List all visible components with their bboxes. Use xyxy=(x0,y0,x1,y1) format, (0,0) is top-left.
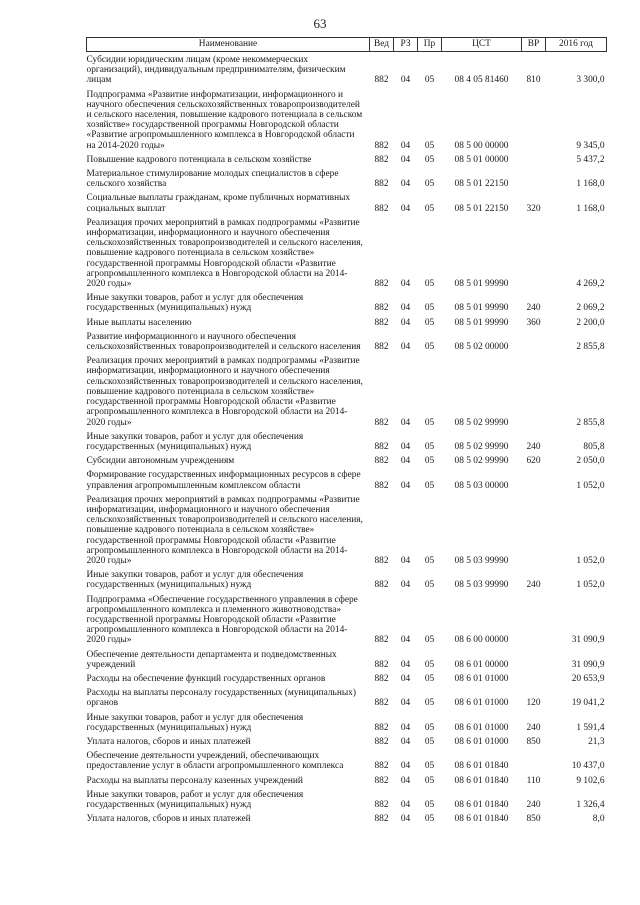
row-vr xyxy=(522,87,546,152)
row-pr: 05 xyxy=(424,303,435,314)
row-ved: 882 xyxy=(374,154,389,165)
row-pr: 05 xyxy=(424,814,435,825)
row-cst: 08 5 03 00000 xyxy=(454,480,509,491)
row-pr: 05 xyxy=(424,203,435,214)
row-ved: 882 xyxy=(374,736,389,747)
row-vr: 810 xyxy=(526,75,541,86)
table-header-row xyxy=(87,38,607,52)
row-cst: 08 5 01 22150 xyxy=(454,203,509,214)
table-row xyxy=(87,671,607,685)
row-ved: 882 xyxy=(374,761,389,772)
row-name: Обеспечение деятельности учреждений, обеспечивающих предоставление услуг в области агропромышленного комплекса xyxy=(86,751,344,772)
row-name: Расходы на обеспечение функций государственных органов xyxy=(86,673,326,684)
table-row xyxy=(87,492,607,567)
row-name: Расходы на выплаты персоналу государственных (муниципальных) органов xyxy=(86,688,356,709)
table-row xyxy=(87,811,607,825)
row-pr: 05 xyxy=(424,555,435,566)
table-row xyxy=(87,166,607,190)
row-cst: 08 5 01 99990 xyxy=(454,317,509,328)
row-name: Развитие информационного и научного обеспечения сельскохозяйственных товаропроизводителей и сельского населения xyxy=(86,331,361,353)
row-rz: 04 xyxy=(400,775,411,786)
row-rz: 04 xyxy=(400,456,411,467)
row-vr xyxy=(522,671,546,685)
row-ved: 882 xyxy=(374,698,389,709)
row-pr: 05 xyxy=(424,775,435,786)
row-name: Иные закупки товаров, работ и услуг для обеспечения государственных (муниципальных) нужд xyxy=(86,570,304,591)
row-cst: 08 6 01 00000 xyxy=(454,659,509,670)
row-rz: 04 xyxy=(400,480,411,491)
row-cst: 08 6 01 01000 xyxy=(454,736,509,747)
row-name: Иные закупки товаров, работ и услуг для обеспечения государственных (муниципальных) нужд xyxy=(86,712,304,733)
row-vr xyxy=(522,329,546,353)
row-ved: 882 xyxy=(374,800,389,810)
row-pr: 05 xyxy=(424,673,435,684)
row-ved: 882 xyxy=(374,303,389,314)
table-row xyxy=(87,52,607,87)
row-cst: 08 5 01 00000 xyxy=(454,154,509,165)
header-cst: ЦСТ xyxy=(442,38,522,52)
row-ved: 882 xyxy=(374,75,389,86)
row-rz: 04 xyxy=(400,673,411,684)
row-vr: 120 xyxy=(526,698,541,709)
row-pr: 05 xyxy=(424,154,435,165)
row-name: Иные закупки товаров, работ и услуг для обеспечения государственных (муниципальных) нужд xyxy=(86,431,304,452)
header-name: Наименование xyxy=(87,38,370,52)
row-vr: 320 xyxy=(526,203,541,214)
row-rz: 04 xyxy=(400,317,411,328)
row-ved: 882 xyxy=(374,417,389,428)
row-name: Реализация прочих мероприятий в рамках подпрограммы «Развитие информатизации, информационного и научного обеспечения сельскохозяйственных товаропроизводителей и сельского населения, повышение кадрового потенциала в сельском хозяйстве» государственной программы Новгородской области «Развитие агропромышленного комплекса в Новгородской области на 2014-2020 годы» xyxy=(86,494,363,566)
row-name: Подпрограмма «Обеспечение государственного управления в сфере агропромышленного комплекса и племенного животноводства» государственной программы Новгородской области «Развитие агропромышленного комплекса в Новгородской области на 2014-2020 годы» xyxy=(86,594,358,646)
row-cst: 08 5 01 99990 xyxy=(454,279,509,290)
row-rz: 04 xyxy=(400,800,411,810)
row-name: Повышение кадрового потенциала в сельском хозяйстве xyxy=(86,154,312,165)
row-amount: 1 052,0 xyxy=(576,555,605,566)
row-ved: 882 xyxy=(374,179,389,190)
table-row xyxy=(87,787,607,811)
row-cst: 08 5 02 00000 xyxy=(454,342,509,353)
row-rz: 04 xyxy=(400,659,411,670)
row-rz: 04 xyxy=(400,140,411,151)
row-vr: 240 xyxy=(526,441,541,452)
row-pr: 05 xyxy=(424,800,435,810)
row-amount: 31 090,9 xyxy=(571,635,605,646)
row-vr: 850 xyxy=(526,814,541,825)
row-name: Расходы на выплаты персоналу казенных учреждений xyxy=(86,775,303,786)
row-name: Формирование государственных информационных ресурсов в сфере управления агропромышленным комплексом области xyxy=(86,470,361,491)
table-row xyxy=(87,592,607,647)
row-pr: 05 xyxy=(424,635,435,646)
row-amount: 1 591,4 xyxy=(576,722,605,733)
table-row xyxy=(87,710,607,734)
row-cst: 08 5 02 99990 xyxy=(454,441,509,452)
row-name: Подпрограмма «Развитие информатизации, информационного и научного обеспечения сельскохозяйственных товаропроизводителей и сельского населения, повышение кадрового потенциала в сельском хозяйстве» государственной программы Новгородской области «Развитие агропромышленного комплекса в Новгородской области на 2014-2020 годы» xyxy=(86,89,363,151)
row-amount: 1 052,0 xyxy=(576,480,605,491)
table-row xyxy=(87,567,607,591)
row-name: Иные закупки товаров, работ и услуг для обеспечения государственных (муниципальных) нужд xyxy=(86,789,304,810)
row-cst: 08 6 01 01000 xyxy=(454,673,509,684)
row-vr: 620 xyxy=(526,456,541,467)
row-vr xyxy=(522,467,546,491)
row-amount: 20 653,9 xyxy=(571,673,605,684)
table-row xyxy=(87,748,607,772)
table-row xyxy=(87,87,607,152)
row-amount: 9 345,0 xyxy=(576,140,605,151)
row-vr xyxy=(522,166,546,190)
row-rz: 04 xyxy=(400,441,411,452)
row-ved: 882 xyxy=(374,279,389,290)
row-pr: 05 xyxy=(424,417,435,428)
row-name: Иные закупки товаров, работ и услуг для обеспечения государственных (муниципальных) нужд xyxy=(86,293,304,314)
row-amount: 9 102,6 xyxy=(576,775,605,786)
row-ved: 882 xyxy=(374,480,389,491)
row-cst: 08 6 00 00000 xyxy=(454,635,509,646)
row-pr: 05 xyxy=(424,698,435,709)
row-name: Субсидии юридическим лицам (кроме некоммерческих организаций), индивидуальным предпринимателям, физическим лицам xyxy=(86,55,346,86)
row-amount: 2 200,0 xyxy=(576,317,605,328)
row-vr xyxy=(522,647,546,671)
row-cst: 08 6 01 01840 xyxy=(454,800,509,810)
row-name: Реализация прочих мероприятий в рамках подпрограммы «Развитие информатизации, информационного и научного обеспечения сельскохозяйственных товаропроизводителей и сельского населения, повышение кадрового потенциала в сельском хозяйстве» государственной программы Новгородской области «Развитие агропромышленного комплекса в Новгородской области на 2014-2020 годы» xyxy=(86,217,363,290)
row-ved: 882 xyxy=(374,659,389,670)
row-ved: 882 xyxy=(374,814,389,825)
row-cst: 08 5 01 22150 xyxy=(454,179,509,190)
row-amount: 1 168,0 xyxy=(576,179,605,190)
row-rz: 04 xyxy=(400,555,411,566)
row-name: Уплата налогов, сборов и иных платежей xyxy=(86,814,251,825)
row-cst: 08 6 01 01000 xyxy=(454,722,509,733)
row-amount: 8,0 xyxy=(592,814,605,825)
row-rz: 04 xyxy=(400,203,411,214)
table-row xyxy=(87,453,607,467)
row-amount: 21,3 xyxy=(588,736,605,747)
row-name: Реализация прочих мероприятий в рамках подпрограммы «Развитие информатизации, информационного и научного обеспечения сельскохозяйственных товаропроизводителей и сельского населения, повышение кадрового потенциала в сельском хозяйстве» государственной программы Новгородской области «Развитие агропромышленного комплекса в Новгородской области на 2014-2020 годы» xyxy=(86,356,363,428)
row-amount: 31 090,9 xyxy=(571,659,605,670)
page-number: 63 xyxy=(313,16,327,31)
row-ved: 882 xyxy=(374,555,389,566)
table-row xyxy=(87,329,607,353)
row-vr xyxy=(522,748,546,772)
row-pr: 05 xyxy=(424,736,435,747)
row-cst: 08 5 03 99990 xyxy=(454,555,509,566)
budget-table xyxy=(86,37,607,825)
row-amount: 2 069,2 xyxy=(576,303,605,314)
row-amount: 1 052,0 xyxy=(576,580,605,591)
row-cst: 08 4 05 81460 xyxy=(454,75,509,86)
table-row xyxy=(87,685,607,709)
row-rz: 04 xyxy=(400,698,411,709)
row-ved: 882 xyxy=(374,456,389,467)
row-pr: 05 xyxy=(424,279,435,290)
row-pr: 05 xyxy=(424,179,435,190)
row-pr: 05 xyxy=(424,761,435,772)
table-row xyxy=(87,429,607,453)
table-row xyxy=(87,190,607,214)
row-pr: 05 xyxy=(424,456,435,467)
row-pr: 05 xyxy=(424,722,435,733)
table-row xyxy=(87,353,607,428)
row-cst: 08 6 01 01840 xyxy=(454,775,509,786)
row-pr: 05 xyxy=(424,75,435,86)
row-vr: 240 xyxy=(526,303,541,314)
row-vr: 240 xyxy=(526,722,541,733)
row-amount: 4 269,2 xyxy=(576,279,605,290)
table-row xyxy=(87,773,607,787)
row-name: Материальное стимулирование молодых специалистов в сфере сельского хозяйства xyxy=(86,169,339,190)
row-amount: 2 855,8 xyxy=(576,342,605,353)
row-vr xyxy=(522,152,546,166)
row-cst: 08 5 03 99990 xyxy=(454,580,509,591)
row-rz: 04 xyxy=(400,814,411,825)
row-amount: 19 041,2 xyxy=(571,698,605,709)
row-cst: 08 5 02 99990 xyxy=(454,456,509,467)
header-year: 2016 год xyxy=(546,38,607,52)
header-vr: ВР xyxy=(522,38,546,52)
row-cst: 08 6 01 01840 xyxy=(454,761,509,772)
row-pr: 05 xyxy=(424,659,435,670)
table-row xyxy=(87,315,607,329)
row-vr: 240 xyxy=(526,800,541,810)
header-ved: Вед xyxy=(370,38,394,52)
row-ved: 882 xyxy=(374,317,389,328)
row-rz: 04 xyxy=(400,303,411,314)
row-ved: 882 xyxy=(374,203,389,214)
row-amount: 2 050,0 xyxy=(576,456,605,467)
row-vr: 110 xyxy=(526,775,541,786)
row-name: Социальные выплаты гражданам, кроме публичных нормативных социальных выплат xyxy=(86,193,351,214)
row-vr xyxy=(522,215,546,290)
row-rz: 04 xyxy=(400,580,411,591)
row-rz: 04 xyxy=(400,179,411,190)
row-cst: 08 6 01 01000 xyxy=(454,698,509,709)
row-rz: 04 xyxy=(400,154,411,165)
header-rz: РЗ xyxy=(394,38,418,52)
row-ved: 882 xyxy=(374,775,389,786)
row-amount: 5 437,2 xyxy=(576,154,605,165)
row-ved: 882 xyxy=(374,722,389,733)
row-ved: 882 xyxy=(374,635,389,646)
row-cst: 08 5 01 99990 xyxy=(454,303,509,314)
row-rz: 04 xyxy=(400,417,411,428)
row-vr xyxy=(522,492,546,567)
row-name: Обеспечение деятельности департамента и подведомственных учреждений xyxy=(86,649,337,670)
row-name: Субсидии автономным учреждениям xyxy=(86,456,235,467)
header-pr: Пр xyxy=(418,38,442,52)
row-ved: 882 xyxy=(374,342,389,353)
row-pr: 05 xyxy=(424,342,435,353)
row-vr xyxy=(522,592,546,647)
table-body xyxy=(87,52,607,826)
table-row xyxy=(87,290,607,314)
row-cst: 08 5 00 00000 xyxy=(454,140,509,151)
row-amount: 805,8 xyxy=(583,441,605,452)
row-pr: 05 xyxy=(424,480,435,491)
row-amount: 1 326,4 xyxy=(576,800,605,810)
table-row xyxy=(87,215,607,290)
row-ved: 882 xyxy=(374,140,389,151)
table-row xyxy=(87,647,607,671)
row-cst: 08 5 02 99990 xyxy=(454,417,509,428)
row-vr: 360 xyxy=(526,317,541,328)
row-rz: 04 xyxy=(400,736,411,747)
row-amount: 10 437,0 xyxy=(571,761,605,772)
row-ved: 882 xyxy=(374,441,389,452)
row-rz: 04 xyxy=(400,635,411,646)
row-rz: 04 xyxy=(400,761,411,772)
row-pr: 05 xyxy=(424,580,435,591)
row-rz: 04 xyxy=(400,75,411,86)
row-rz: 04 xyxy=(400,722,411,733)
row-amount: 3 300,0 xyxy=(576,75,605,86)
table-row xyxy=(87,152,607,166)
row-amount: 1 168,0 xyxy=(576,203,605,214)
row-ved: 882 xyxy=(374,673,389,684)
row-rz: 04 xyxy=(400,279,411,290)
table-row xyxy=(87,734,607,748)
row-vr: 240 xyxy=(526,580,541,591)
row-pr: 05 xyxy=(424,441,435,452)
row-pr: 05 xyxy=(424,140,435,151)
row-cst: 08 6 01 01840 xyxy=(454,814,509,825)
row-pr: 05 xyxy=(424,317,435,328)
row-name: Уплата налогов, сборов и иных платежей xyxy=(86,736,251,747)
row-amount: 2 855,8 xyxy=(576,417,605,428)
table-row xyxy=(87,467,607,491)
row-vr xyxy=(522,353,546,428)
row-ved: 882 xyxy=(374,580,389,591)
row-name: Иные выплаты населению xyxy=(86,317,192,328)
row-vr: 850 xyxy=(526,736,541,747)
row-rz: 04 xyxy=(400,342,411,353)
